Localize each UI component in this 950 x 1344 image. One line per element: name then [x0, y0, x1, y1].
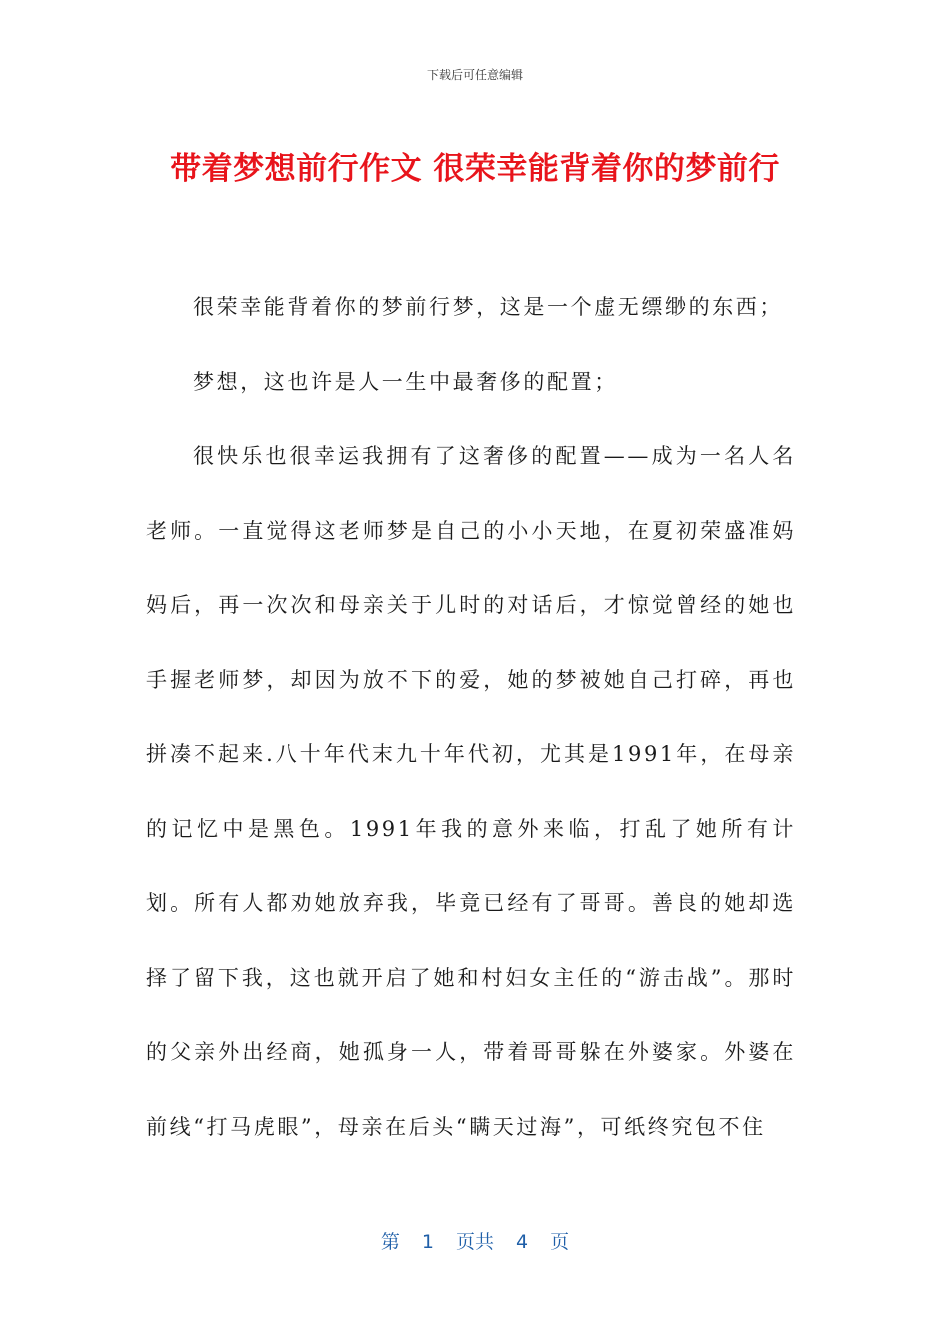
paragraph-1: 很荣幸能背着你的梦前行梦，这是一个虚无缥缈的东西；: [193, 295, 783, 319]
footer-middle: 页共: [455, 1231, 494, 1253]
page-number-footer: [0, 1227, 950, 1254]
paragraph-3: 很快乐也很幸运我拥有了这奢侈的配置——成为一名人名老师。一直觉得这老师梦是自己的小小天地，在夏初荣盛准妈妈后，再一次次和母亲关于儿时的对话后，才惊觉曾经的她也手握老师梦，却因为放不下的爱，她的梦被她自己打碎，再也拼凑不起来.八十年代末九十年代初，尤其是1991年，在母亲的记忆中是黑色。1991年我的意外来临，打乱了她所有计划。所有人都劝她放弃我，毕竟已经有了哥哥。善良的她却选择了留下我，这也就开启了她和村妇女主任的“游击战”。那时的父亲外出经商，她孤身一人，带着哥哥躲在外婆家。外婆在前线“打马虎眼”，母亲在后头“瞒天过海”，可纸终究包不住: [146, 444, 796, 1139]
page-header-note: 下载后可任意编辑: [426, 68, 523, 82]
document-title: 带着梦想前行作文 很荣幸能背着你的梦前行: [170, 151, 780, 187]
footer-current-page: 1: [421, 1231, 434, 1253]
document-body: [146, 270, 796, 1164]
footer-prefix: 第: [380, 1231, 400, 1253]
paragraph-2: 梦想，这也许是人一生中最奢侈的配置；: [193, 369, 618, 394]
footer-suffix: 页: [550, 1231, 570, 1253]
footer-total-pages: 4: [516, 1231, 529, 1253]
